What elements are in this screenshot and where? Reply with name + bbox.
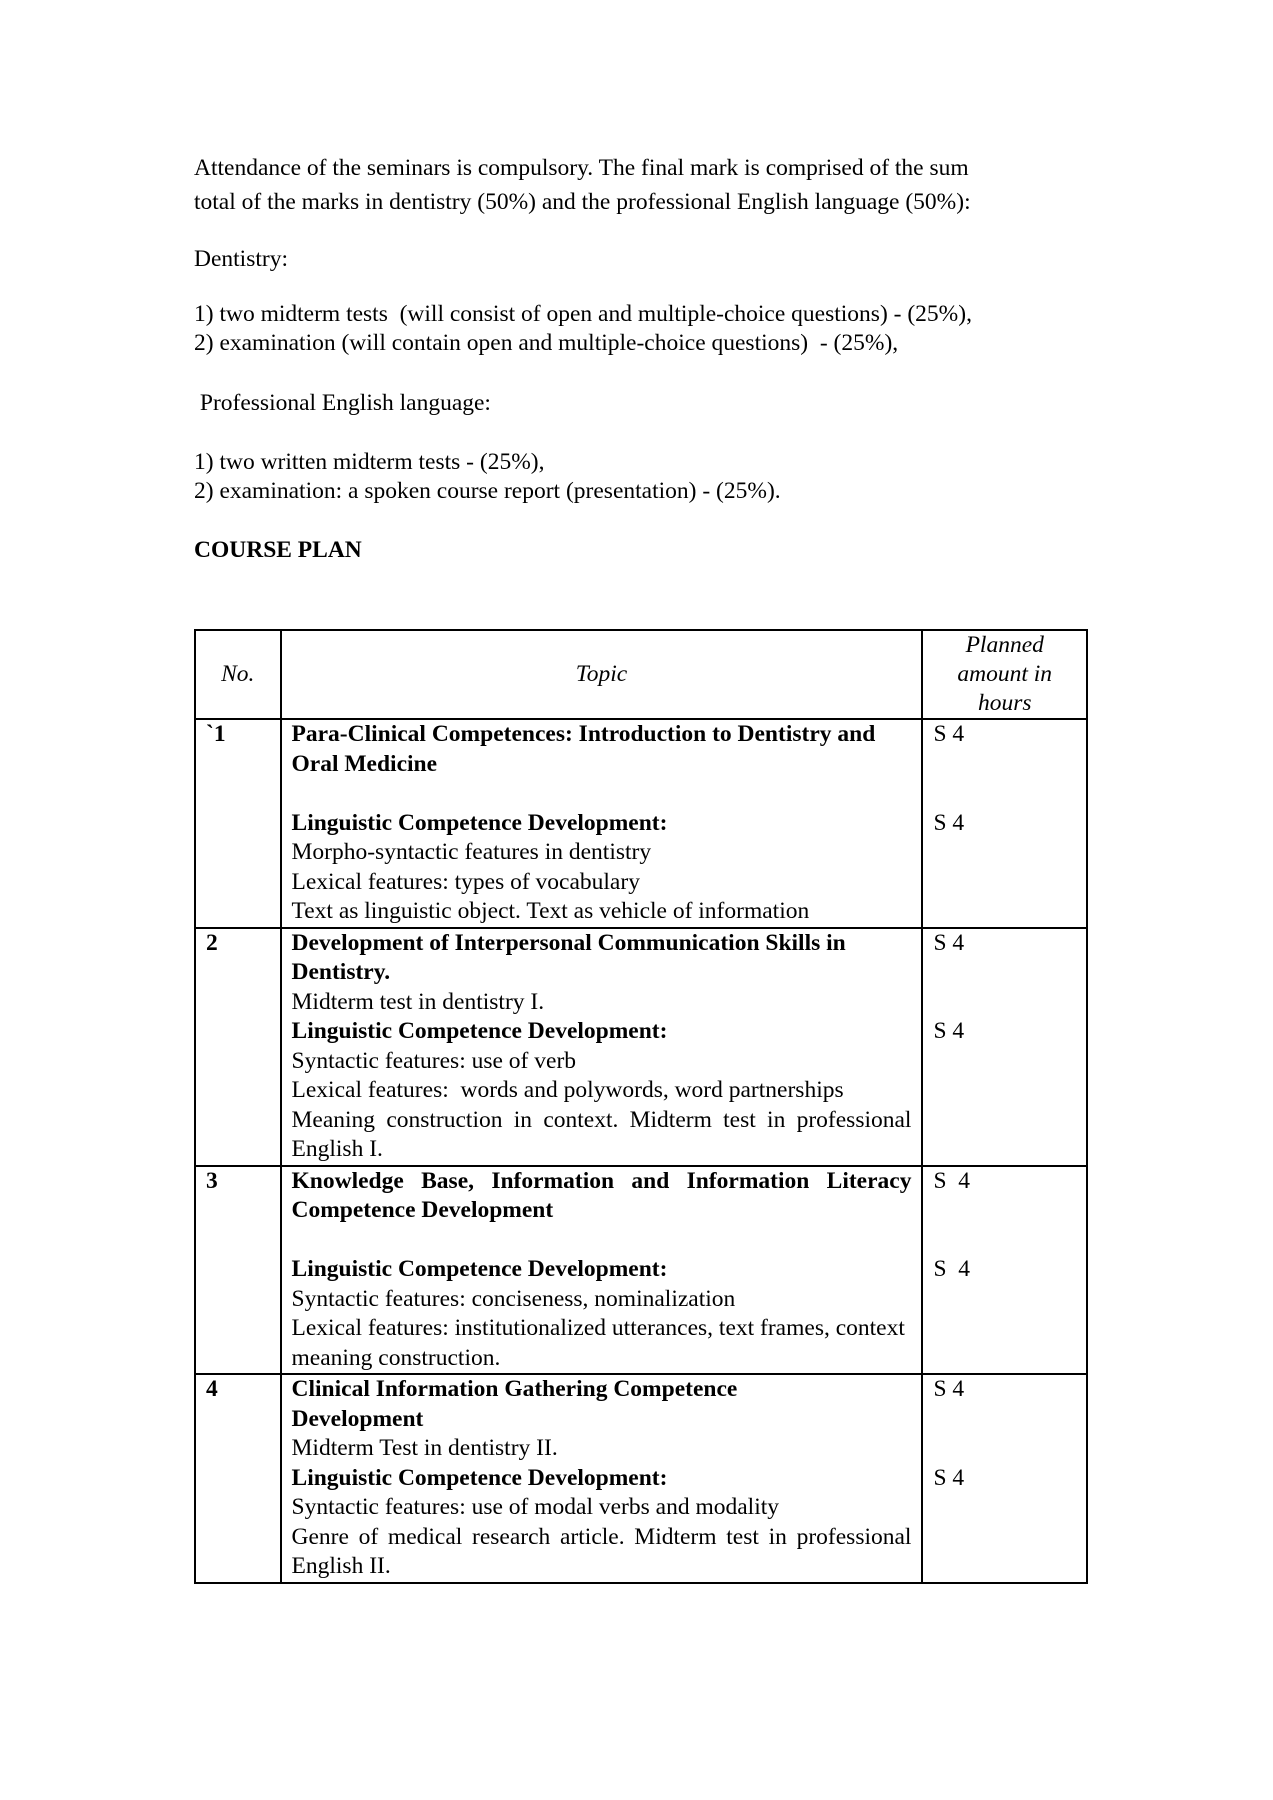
topic-note: Midterm Test in dentistry II. [291, 1435, 558, 1461]
row-topic [281, 928, 923, 1166]
topic-title: Knowledge Base, Information and Information Literacy Competence Development [291, 1167, 912, 1223]
topic-detail: Lexical features: words and polywords, word partnerships [291, 1077, 844, 1103]
topic-detail: Lexical features: institutionalized utterances, text frames, context meaning construction. [291, 1315, 905, 1371]
hours-value: S 4 [933, 1464, 965, 1491]
topic-detail: Meaning construction in context. Midterm test in professional English I. [291, 1106, 912, 1162]
dentistry-list [194, 300, 972, 358]
header-no: No. [195, 630, 281, 719]
header-hours-line-2: amount in [957, 661, 1053, 687]
english-label: Professional English language: [194, 390, 491, 416]
dentistry-label: Dentistry: [194, 246, 288, 272]
intro-paragraph [194, 151, 1074, 219]
topic-subtitle: Linguistic Competence Development: [291, 1018, 668, 1044]
topic-subtitle: Linguistic Competence Development: [291, 1256, 668, 1282]
row-topic [281, 1166, 923, 1375]
header-hours [922, 630, 1087, 719]
hours-value: S 4 [933, 721, 965, 747]
dentistry-item-2: 2) examination (will contain open and multiple-choice questions) - (25%), [194, 330, 899, 356]
english-list [194, 448, 781, 506]
header-hours-line-1: Planned [965, 632, 1044, 658]
row-hours [922, 1166, 1087, 1375]
topic-detail: Text as linguistic object. Text as vehicle of information [291, 898, 810, 924]
topic-note: Midterm test in dentistry I. [291, 988, 545, 1015]
hours-value: S 4 [933, 809, 965, 836]
hours-value: S 4 [933, 1256, 971, 1282]
spacer [292, 779, 912, 809]
spacer [292, 1226, 912, 1256]
course-plan-heading: COURSE PLAN [194, 537, 362, 563]
intro-line-1: Attendance of the seminars is compulsory. The final mark is comprised of the sum [194, 155, 969, 181]
header-topic: Topic [281, 630, 923, 719]
table-row [195, 1374, 1087, 1583]
english-item-2: 2) examination: a spoken course report (presentation) - (25%). [194, 478, 781, 504]
row-number: 3 [195, 1166, 281, 1375]
hours-value: S 4 [933, 929, 965, 956]
hours-value: S 4 [933, 1018, 965, 1044]
table-header-row [195, 630, 1087, 719]
intro-line-2: total of the marks in dentistry (50%) and the professional English language (50%): [194, 189, 971, 215]
row-hours [922, 1374, 1087, 1583]
topic-detail: Syntactic features: use of modal verbs and modality [291, 1494, 780, 1520]
hours-value: S 4 [933, 1376, 965, 1402]
course-plan-table [194, 629, 1088, 1584]
row-hours [922, 928, 1087, 1166]
header-hours-line-3: hours [977, 690, 1032, 716]
topic-subtitle: Linguistic Competence Development: [291, 809, 668, 836]
topic-title: Clinical Information Gathering Competence Development [291, 1376, 738, 1432]
topic-detail: Lexical features: types of vocabulary [291, 868, 640, 895]
topic-detail: Genre of medical research article. Midterm test in professional English II. [291, 1523, 912, 1579]
topic-subtitle: Linguistic Competence Development: [291, 1464, 668, 1491]
hours-value: S 4 [933, 1167, 971, 1194]
topic-detail: Morpho-syntactic features in dentistry [291, 839, 652, 865]
table-row [195, 1166, 1087, 1375]
row-hours [922, 719, 1087, 928]
row-topic [281, 719, 923, 928]
table-row [195, 719, 1087, 928]
topic-title: Para-Clinical Competences: Introduction to Dentistry and Oral Medicine [291, 721, 876, 777]
english-item-1: 1) two written midterm tests - (25%), [194, 449, 545, 475]
topic-title: Development of Interpersonal Communication Skills in Dentistry. [291, 929, 846, 985]
dentistry-item-1: 1) two midterm tests (will consist of open and multiple-choice questions) - (25%), [194, 301, 972, 327]
row-number: 2 [195, 928, 281, 1166]
table-row [195, 928, 1087, 1166]
row-number: `1 [195, 719, 281, 928]
row-number: 4 [195, 1374, 281, 1583]
topic-detail: Syntactic features: use of verb [291, 1047, 577, 1074]
topic-detail: Syntactic features: conciseness, nominalization [291, 1285, 736, 1312]
row-topic [281, 1374, 923, 1583]
